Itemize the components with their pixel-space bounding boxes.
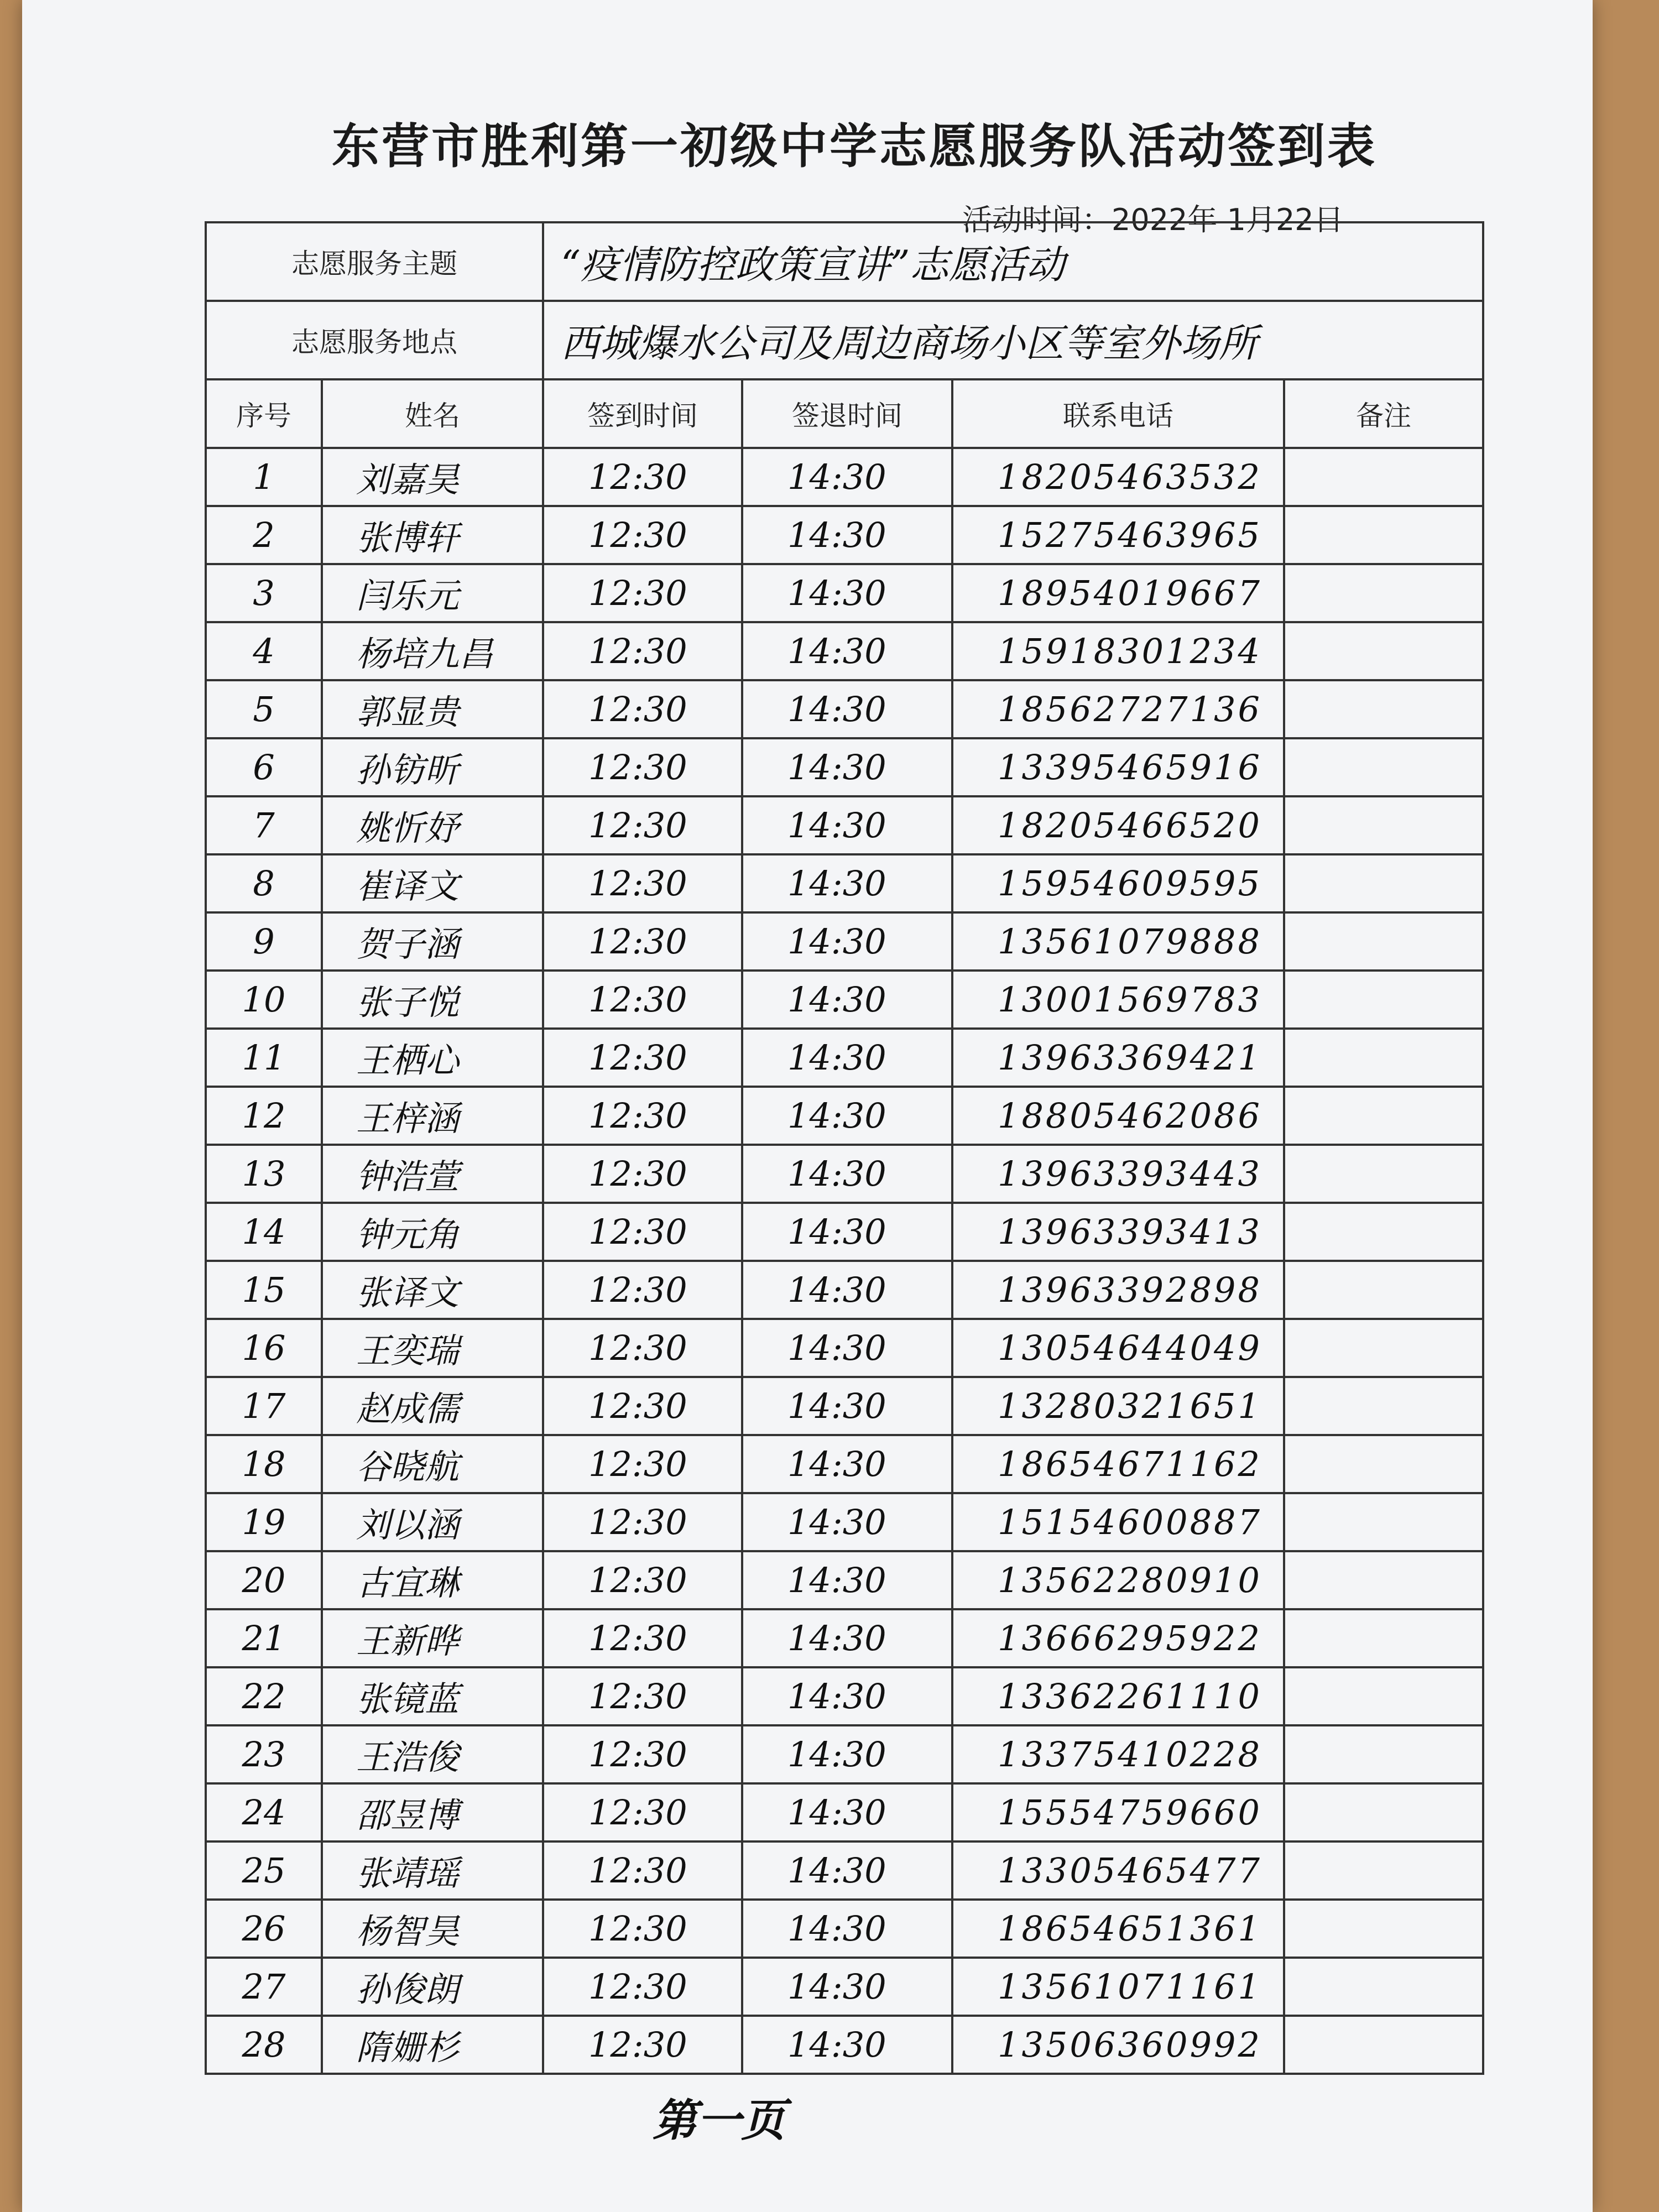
- row-number: 22: [206, 1667, 322, 1725]
- sign-out-time: 14:30: [742, 680, 952, 738]
- phone-number: 13054644049: [952, 1319, 1284, 1377]
- volunteer-name: 邵昱博: [322, 1783, 543, 1841]
- table-row: [206, 1667, 1483, 1725]
- info-label: 志愿服务地点: [206, 301, 543, 379]
- volunteer-name: 王栖心: [322, 1029, 543, 1087]
- row-number: 25: [206, 1841, 322, 1900]
- volunteer-name: 谷晓航: [322, 1435, 543, 1493]
- sign-in-time: 12:30: [543, 1203, 742, 1261]
- row-number: 28: [206, 2016, 322, 2074]
- sign-out-time: 14:30: [742, 854, 952, 912]
- row-number: 17: [206, 1377, 322, 1435]
- phone-number: 13375410228: [952, 1725, 1284, 1783]
- remark: [1284, 1435, 1483, 1493]
- row-number: 19: [206, 1493, 322, 1551]
- table-row: [206, 564, 1483, 622]
- info-row: [206, 222, 1483, 301]
- table-row: [206, 680, 1483, 738]
- remark: [1284, 2016, 1483, 2074]
- phone-number: 13280321651: [952, 1377, 1284, 1435]
- sign-out-time: 14:30: [742, 1667, 952, 1725]
- sign-in-time: 12:30: [543, 622, 742, 680]
- phone-number: 18562727136: [952, 680, 1284, 738]
- volunteer-name: 王浩俊: [322, 1725, 543, 1783]
- phone-number: 18954019667: [952, 564, 1284, 622]
- sign-in-time: 12:30: [543, 1841, 742, 1900]
- sign-out-time: 14:30: [742, 1087, 952, 1145]
- remark: [1284, 738, 1483, 796]
- volunteer-name: 古宜琳: [322, 1551, 543, 1609]
- remark: [1284, 1029, 1483, 1087]
- column-header: 联系电话: [952, 379, 1284, 448]
- table-row: [206, 1493, 1483, 1551]
- table-row: [206, 912, 1483, 971]
- table-row: [206, 1203, 1483, 1261]
- info-label: 志愿服务主题: [206, 222, 543, 301]
- volunteer-name: 杨培九昌: [322, 622, 543, 680]
- sign-out-time: 14:30: [742, 1551, 952, 1609]
- phone-number: 15154600887: [952, 1493, 1284, 1551]
- document-title: 东营市胜利第一初级中学志愿服务队活动签到表: [332, 119, 1377, 174]
- remark: [1284, 1783, 1483, 1841]
- sign-in-time: 12:30: [543, 854, 742, 912]
- sign-out-time: 14:30: [742, 1841, 952, 1900]
- phone-number: 13561071161: [952, 1958, 1284, 2016]
- phone-number: 13506360992: [952, 2016, 1284, 2074]
- remark: [1284, 564, 1483, 622]
- row-number: 1: [206, 448, 322, 506]
- volunteer-name: 王梓涵: [322, 1087, 543, 1145]
- table-header-row: [206, 379, 1483, 448]
- table-row: [206, 448, 1483, 506]
- sign-in-time: 12:30: [543, 971, 742, 1029]
- table-row: [206, 1551, 1483, 1609]
- remark: [1284, 1261, 1483, 1319]
- phone-number: 13963393413: [952, 1203, 1284, 1261]
- column-header: 姓名: [322, 379, 543, 448]
- sign-out-time: 14:30: [742, 622, 952, 680]
- volunteer-name: 隋姗杉: [322, 2016, 543, 2074]
- remark: [1284, 971, 1483, 1029]
- sign-in-time: 12:30: [543, 1145, 742, 1203]
- phone-number: 13562280910: [952, 1551, 1284, 1609]
- sign-in-time: 12:30: [543, 1609, 742, 1667]
- sign-out-time: 14:30: [742, 564, 952, 622]
- sign-in-time: 12:30: [543, 1667, 742, 1725]
- phone-number: 13561079888: [952, 912, 1284, 971]
- column-header: 签退时间: [742, 379, 952, 448]
- phone-number: 18205463532: [952, 448, 1284, 506]
- info-row: [206, 301, 1483, 379]
- remark: [1284, 1900, 1483, 1958]
- remark: [1284, 1203, 1483, 1261]
- sign-out-time: 14:30: [742, 1435, 952, 1493]
- volunteer-name: 孙钫昕: [322, 738, 543, 796]
- volunteer-name: 赵成儒: [322, 1377, 543, 1435]
- row-number: 6: [206, 738, 322, 796]
- phone-number: 13963369421: [952, 1029, 1284, 1087]
- remark: [1284, 680, 1483, 738]
- sign-in-time: 12:30: [543, 680, 742, 738]
- table-row: [206, 622, 1483, 680]
- remark: [1284, 1841, 1483, 1900]
- sign-out-time: 14:30: [742, 2016, 952, 2074]
- sign-in-time: 12:30: [543, 1261, 742, 1319]
- sign-in-time: 12:30: [543, 1319, 742, 1377]
- volunteer-name: 张镜蓝: [322, 1667, 543, 1725]
- sign-in-time: 12:30: [543, 506, 742, 564]
- sign-out-time: 14:30: [742, 1145, 952, 1203]
- phone-number: 13001569783: [952, 971, 1284, 1029]
- row-number: 9: [206, 912, 322, 971]
- remark: [1284, 448, 1483, 506]
- table-row: [206, 738, 1483, 796]
- remark: [1284, 1551, 1483, 1609]
- row-number: 12: [206, 1087, 322, 1145]
- sign-out-time: 14:30: [742, 1900, 952, 1958]
- volunteer-name: 杨智昊: [322, 1900, 543, 1958]
- volunteer-name: 张子悦: [322, 971, 543, 1029]
- phone-number: 13963392898: [952, 1261, 1284, 1319]
- volunteer-name: 张博轩: [322, 506, 543, 564]
- remark: [1284, 1493, 1483, 1551]
- remark: [1284, 1145, 1483, 1203]
- table-row: [206, 1261, 1483, 1319]
- volunteer-name: 王奕瑞: [322, 1319, 543, 1377]
- row-number: 7: [206, 796, 322, 854]
- phone-number: 13305465477: [952, 1841, 1284, 1900]
- row-number: 10: [206, 971, 322, 1029]
- table-row: [206, 1319, 1483, 1377]
- sign-in-time: 12:30: [543, 1551, 742, 1609]
- remark: [1284, 854, 1483, 912]
- sign-in-time: 12:30: [543, 1029, 742, 1087]
- table-row: [206, 1900, 1483, 1958]
- remark: [1284, 1377, 1483, 1435]
- table-row: [206, 506, 1483, 564]
- row-number: 11: [206, 1029, 322, 1087]
- remark: [1284, 1609, 1483, 1667]
- phone-number: 18805462086: [952, 1087, 1284, 1145]
- row-number: 14: [206, 1203, 322, 1261]
- column-header: 序号: [206, 379, 322, 448]
- table-row: [206, 2016, 1483, 2074]
- sign-in-table: [205, 221, 1484, 2075]
- column-header: 签到时间: [543, 379, 742, 448]
- volunteer-name: 郭显贵: [322, 680, 543, 738]
- sign-in-time: 12:30: [543, 1493, 742, 1551]
- row-number: 23: [206, 1725, 322, 1783]
- volunteer-name: 王新晔: [322, 1609, 543, 1667]
- phone-number: 15554759660: [952, 1783, 1284, 1841]
- table-row: [206, 1609, 1483, 1667]
- table-row: [206, 1958, 1483, 2016]
- sign-in-time: 12:30: [543, 912, 742, 971]
- row-number: 16: [206, 1319, 322, 1377]
- phone-number: 18654651361: [952, 1900, 1284, 1958]
- volunteer-name: 钟元角: [322, 1203, 543, 1261]
- row-number: 8: [206, 854, 322, 912]
- remark: [1284, 1725, 1483, 1783]
- phone-number: 13362261110: [952, 1667, 1284, 1725]
- table-row: [206, 1841, 1483, 1900]
- remark: [1284, 796, 1483, 854]
- table-row: [206, 1029, 1483, 1087]
- row-number: 2: [206, 506, 322, 564]
- row-number: 26: [206, 1900, 322, 1958]
- sign-in-time: 12:30: [543, 564, 742, 622]
- sign-in-time: 12:30: [543, 738, 742, 796]
- table-row: [206, 1377, 1483, 1435]
- row-number: 27: [206, 1958, 322, 2016]
- volunteer-name: 张译文: [322, 1261, 543, 1319]
- column-header: 备注: [1284, 379, 1483, 448]
- sign-out-time: 14:30: [742, 1319, 952, 1377]
- volunteer-name: 孙俊朗: [322, 1958, 543, 2016]
- sign-in-time: 12:30: [543, 1958, 742, 2016]
- volunteer-name: 崔译文: [322, 854, 543, 912]
- remark: [1284, 1087, 1483, 1145]
- page-number-mark: 第一页: [653, 2094, 785, 2146]
- remark: [1284, 912, 1483, 971]
- sign-out-time: 14:30: [742, 738, 952, 796]
- volunteer-name: 闫乐元: [322, 564, 543, 622]
- remark: [1284, 622, 1483, 680]
- phone-number: 15954609595: [952, 854, 1284, 912]
- table-row: [206, 854, 1483, 912]
- remark: [1284, 1667, 1483, 1725]
- remark: [1284, 506, 1483, 564]
- info-value: “疫情防控政策宣讲”志愿活动: [543, 222, 1483, 301]
- row-number: 3: [206, 564, 322, 622]
- info-value: 西城爆水公司及周边商场小区等室外场所: [543, 301, 1483, 379]
- remark: [1284, 1958, 1483, 2016]
- row-number: 15: [206, 1261, 322, 1319]
- sign-in-time: 12:30: [543, 2016, 742, 2074]
- table-row: [206, 1145, 1483, 1203]
- sign-in-time: 12:30: [543, 448, 742, 506]
- table-row: [206, 1435, 1483, 1493]
- row-number: 5: [206, 680, 322, 738]
- table-row: [206, 971, 1483, 1029]
- sign-out-time: 14:30: [742, 1493, 952, 1551]
- sign-out-time: 14:30: [742, 1958, 952, 2016]
- volunteer-name: 姚忻妤: [322, 796, 543, 854]
- volunteer-name: 钟浩萱: [322, 1145, 543, 1203]
- table-row: [206, 1725, 1483, 1783]
- sign-out-time: 14:30: [742, 1725, 952, 1783]
- sign-out-time: 14:30: [742, 912, 952, 971]
- sign-in-time: 12:30: [543, 1377, 742, 1435]
- activity-date: 活动时间：2022年 1月22日: [962, 202, 1344, 237]
- row-number: 20: [206, 1551, 322, 1609]
- sign-out-time: 14:30: [742, 1029, 952, 1087]
- remark: [1284, 1319, 1483, 1377]
- sign-out-time: 14:30: [742, 506, 952, 564]
- sign-out-time: 14:30: [742, 1261, 952, 1319]
- sign-in-time: 12:30: [543, 1783, 742, 1841]
- phone-number: 15275463965: [952, 506, 1284, 564]
- row-number: 24: [206, 1783, 322, 1841]
- sign-in-time: 12:30: [543, 1725, 742, 1783]
- table-row: [206, 796, 1483, 854]
- sign-out-time: 14:30: [742, 1783, 952, 1841]
- volunteer-name: 刘以涵: [322, 1493, 543, 1551]
- volunteer-name: 贺子涵: [322, 912, 543, 971]
- phone-number: 18205466520: [952, 796, 1284, 854]
- sign-out-time: 14:30: [742, 796, 952, 854]
- volunteer-name: 刘嘉昊: [322, 448, 543, 506]
- sign-out-time: 14:30: [742, 1609, 952, 1667]
- row-number: 21: [206, 1609, 322, 1667]
- sign-in-time: 12:30: [543, 1900, 742, 1958]
- table-row: [206, 1783, 1483, 1841]
- sign-in-time: 12:30: [543, 1087, 742, 1145]
- phone-number: 18654671162: [952, 1435, 1284, 1493]
- sign-out-time: 14:30: [742, 1203, 952, 1261]
- sign-in-time: 12:30: [543, 796, 742, 854]
- volunteer-name: 张靖瑶: [322, 1841, 543, 1900]
- sign-out-time: 14:30: [742, 971, 952, 1029]
- sign-in-time: 12:30: [543, 1435, 742, 1493]
- phone-number: 13963393443: [952, 1145, 1284, 1203]
- phone-number: 13395465916: [952, 738, 1284, 796]
- sign-out-time: 14:30: [742, 1377, 952, 1435]
- table-row: [206, 1087, 1483, 1145]
- phone-number: 15918301234: [952, 622, 1284, 680]
- row-number: 18: [206, 1435, 322, 1493]
- sign-out-time: 14:30: [742, 448, 952, 506]
- row-number: 4: [206, 622, 322, 680]
- paper-sheet: [22, 0, 1593, 2212]
- row-number: 13: [206, 1145, 322, 1203]
- phone-number: 13666295922: [952, 1609, 1284, 1667]
